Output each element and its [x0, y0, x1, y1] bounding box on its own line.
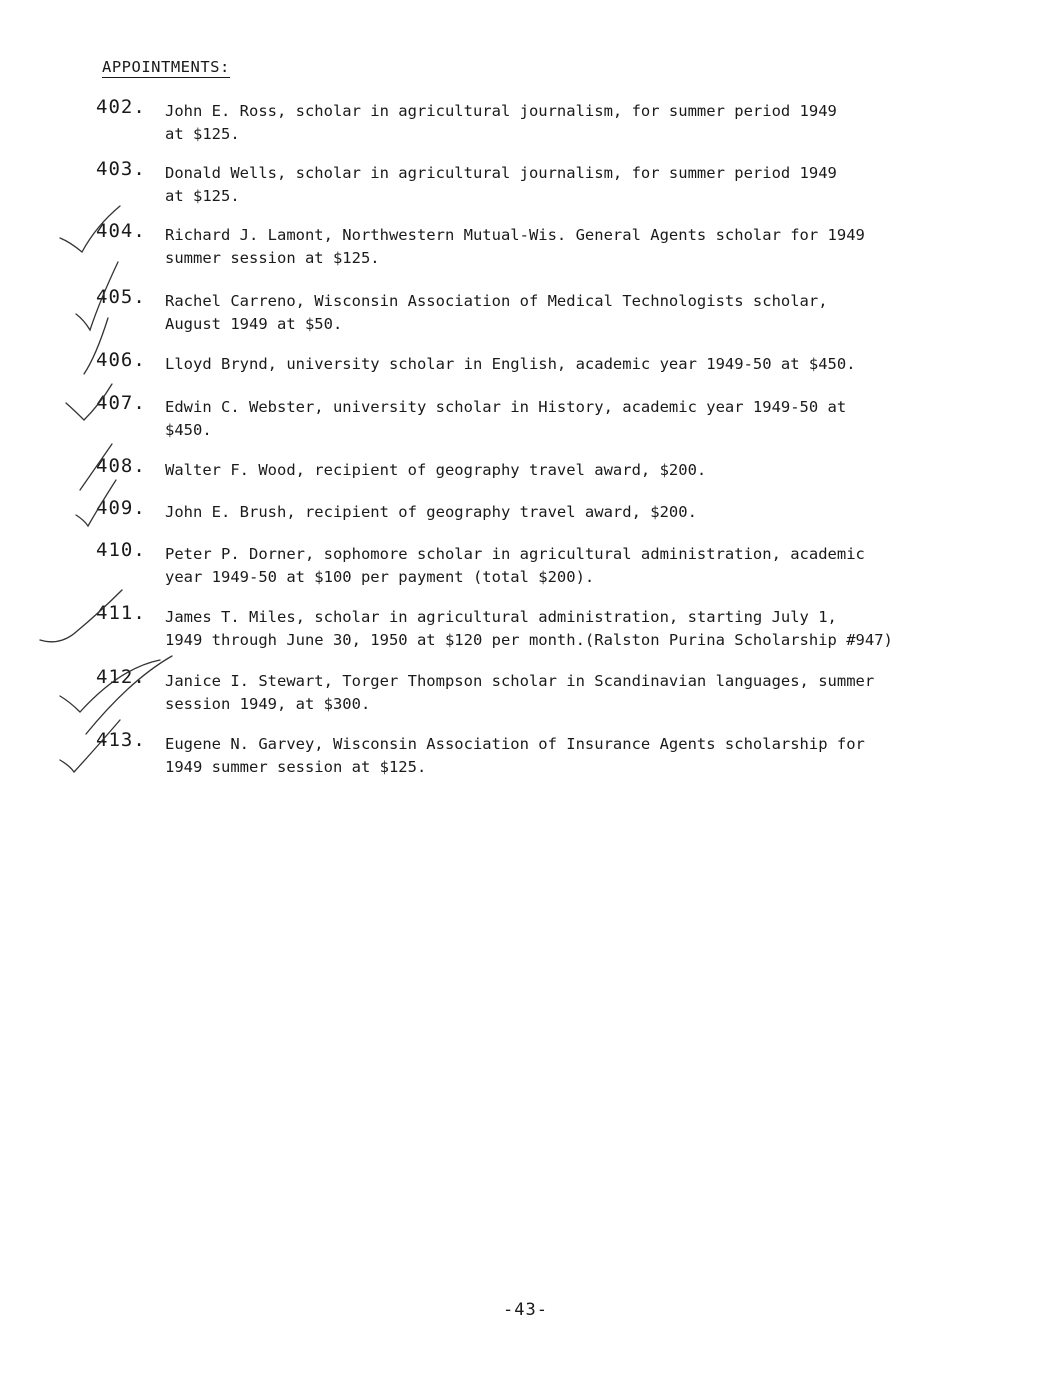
- entry-number: 407.: [96, 392, 146, 414]
- entry-number: 412.: [96, 666, 146, 688]
- entry-number: 403.: [96, 158, 146, 180]
- page-number: -43-: [503, 1300, 548, 1320]
- entry-number: 408.: [96, 455, 146, 477]
- entry-number: 402.: [96, 96, 146, 118]
- entry-text: John E. Brush, recipient of geography travel award, $200.: [165, 503, 697, 521]
- entry-number: 410.: [96, 539, 146, 561]
- entry-text: Rachel Carreno, Wisconsin Association of Medical Technologists scholar, August 1949 at $50.: [165, 292, 828, 333]
- entry-number: 413.: [96, 729, 146, 751]
- entry-text: John E. Ross, scholar in agricultural journalism, for summer period 1949 at $125.: [165, 102, 837, 143]
- entry-text: James T. Miles, scholar in agricultural administration, starting July 1, 1949 through June 30, 1950 at $120 per month.(Ralston Purina Scholarship #947): [165, 608, 893, 649]
- entry-number: 406.: [96, 349, 146, 371]
- entry-text: Lloyd Brynd, university scholar in English, academic year 1949-50 at $450.: [165, 355, 856, 373]
- entry-number: 411.: [96, 602, 146, 624]
- entry-text: Walter F. Wood, recipient of geography travel award, $200.: [165, 461, 707, 479]
- entry-text: Edwin C. Webster, university scholar in History, academic year 1949-50 at $450.: [165, 398, 847, 439]
- entry-number: 404.: [96, 220, 146, 242]
- entry-text: Donald Wells, scholar in agricultural journalism, for summer period 1949 at $125.: [165, 164, 837, 205]
- entry-text: Peter P. Dorner, sophomore scholar in agricultural administration, academic year 1949-50 at $100 per payment (total $200).: [165, 545, 865, 586]
- entry-text: Janice I. Stewart, Torger Thompson scholar in Scandinavian languages, summer session 1949, at $300.: [165, 672, 875, 713]
- entry-text: Richard J. Lamont, Northwestern Mutual-Wis. General Agents scholar for 1949 summer session at $125.: [165, 226, 865, 267]
- entry-text: Eugene N. Garvey, Wisconsin Association of Insurance Agents scholarship for 1949 summer session at $125.: [165, 735, 865, 776]
- entry-number: 409.: [96, 497, 146, 519]
- entry-number: 405.: [96, 286, 146, 308]
- section-heading: APPOINTMENTS:: [102, 58, 230, 76]
